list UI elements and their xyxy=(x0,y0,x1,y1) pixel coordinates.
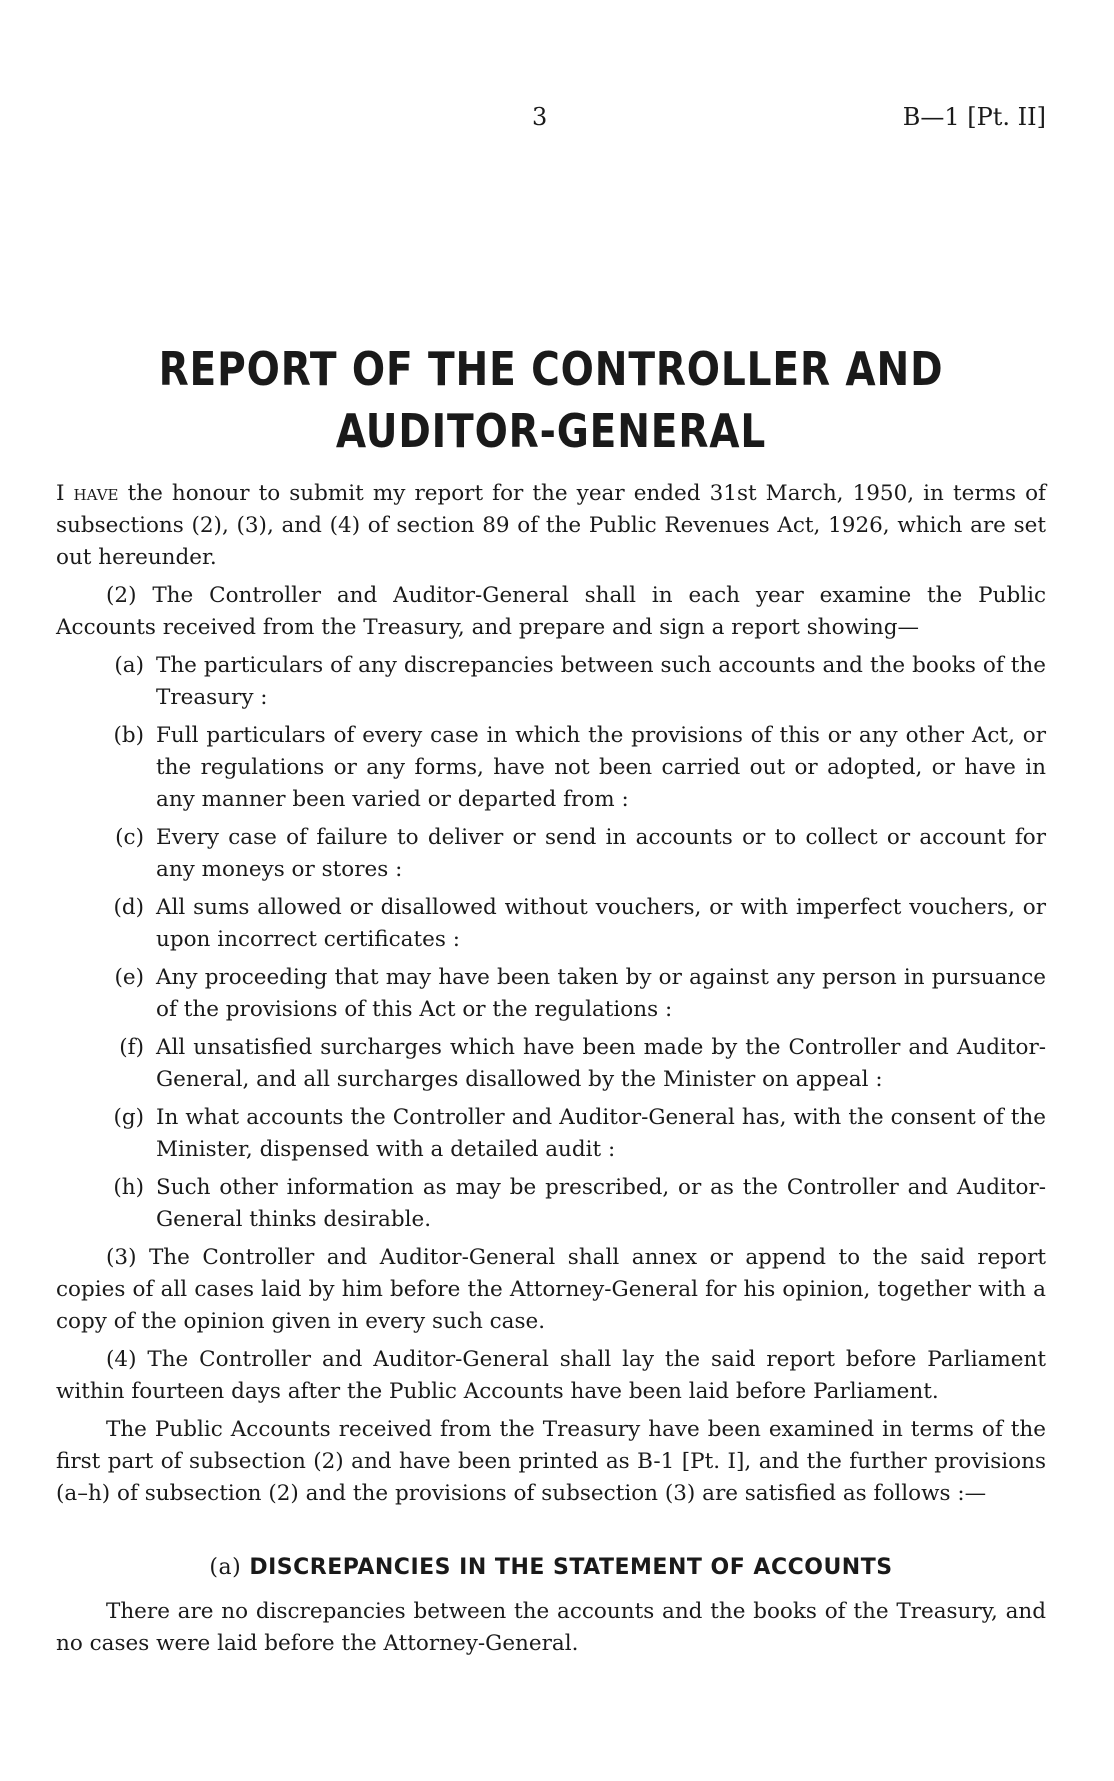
subsection-2-paragraph: (2) The Controller and Auditor-General shall in each year examine the Public Accounts received from the Treasury, and prepare and sign a report showing— xyxy=(56,583,1046,640)
examination-paragraph: The Public Accounts received from the Treasury have been examined in terms of the first part of subsection (2) and have been printed as B-1 [Pt. I], and the further provisions (a–h) of subsection (2) and the provisions of subsection (3) are satisfied as follows :— xyxy=(56,1417,1046,1506)
item-text: In what accounts the Controller and Auditor-General has, with the consent of the Minister, dispensed with a detailed audit : xyxy=(156,1105,1046,1162)
item-text: Any proceeding that may have been taken by or against any person in pursuance of the provisions of this Act or the regulations : xyxy=(156,965,1046,1022)
running-head xyxy=(56,103,1046,139)
section-a-paragraph: There are no discrepancies between the accounts and the books of the Treasury, and no cases were laid before the Attorney-General. xyxy=(56,1599,1046,1656)
list-item xyxy=(56,650,1046,714)
item-label: (b) xyxy=(113,723,144,748)
item-text: Such other information as may be prescribed, or as the Controller and Auditor-General thinks desirable. xyxy=(156,1175,1046,1232)
report-title xyxy=(130,338,972,462)
list-item xyxy=(56,720,1046,816)
list-item xyxy=(56,962,1046,1026)
list-item xyxy=(56,1032,1046,1096)
document-reference: B—1 [Pt. II] xyxy=(902,103,1046,131)
list-item xyxy=(56,1172,1046,1236)
section-a-title: DISCREPANCIES IN THE STATEMENT OF ACCOUNTS xyxy=(241,1555,893,1580)
item-label: (e) xyxy=(114,965,144,990)
subsection-4-paragraph: (4) The Controller and Auditor-General shall lay the said report before Parliament within fourteen days after the Public Accounts have been laid before Parliament. xyxy=(56,1347,1046,1404)
item-label: (g) xyxy=(113,1105,144,1130)
intro-text: the honour to submit my report for the year ended 31st March, 1950, in terms of subsections (2), (3), and (4) of section 89 of the Public Revenues Act, 1926, which are set out hereunder. xyxy=(56,481,1046,570)
item-label: (a) xyxy=(114,653,144,678)
section-a-letter: (a) xyxy=(209,1555,242,1580)
page-number: 3 xyxy=(532,103,548,131)
list-item xyxy=(56,892,1046,956)
intro-paragraph xyxy=(56,478,1046,574)
intro-lead: I have xyxy=(56,481,119,506)
subsection-3-paragraph: (3) The Controller and Auditor-General shall annex or append to the said report copies of all cases laid by him before the Attorney-General for his opinion, together with a copy of the opinion given in every such case. xyxy=(56,1245,1046,1334)
item-label: (f) xyxy=(119,1035,144,1060)
item-label: (h) xyxy=(113,1175,144,1200)
section-a-heading xyxy=(56,1552,1046,1584)
item-text: All unsatisfied surcharges which have been made by the Controller and Auditor-General, and all surcharges disallowed by the Minister on appeal : xyxy=(156,1035,1046,1092)
list-item xyxy=(56,822,1046,886)
item-text: Full particulars of every case in which the provisions of this or any other Act, or the regulations or any forms, have not been carried out or adopted, or have in any manner been varied or departed from : xyxy=(156,723,1046,812)
report-body xyxy=(56,478,1046,1666)
item-label: (c) xyxy=(115,825,144,850)
title-line-1: REPORT OF THE CONTROLLER AND xyxy=(158,342,944,396)
item-text: All sums allowed or disallowed without vouchers, or with imperfect vouchers, or upon incorrect certificates : xyxy=(156,895,1046,952)
item-text: Every case of failure to deliver or send in accounts or to collect or account for any moneys or stores : xyxy=(156,825,1046,882)
item-text: The particulars of any discrepancies between such accounts and the books of the Treasury : xyxy=(156,653,1046,710)
title-line-2: AUDITOR-GENERAL xyxy=(335,404,767,458)
item-label: (d) xyxy=(113,895,144,920)
document-page xyxy=(56,0,1046,1781)
list-item xyxy=(56,1102,1046,1166)
